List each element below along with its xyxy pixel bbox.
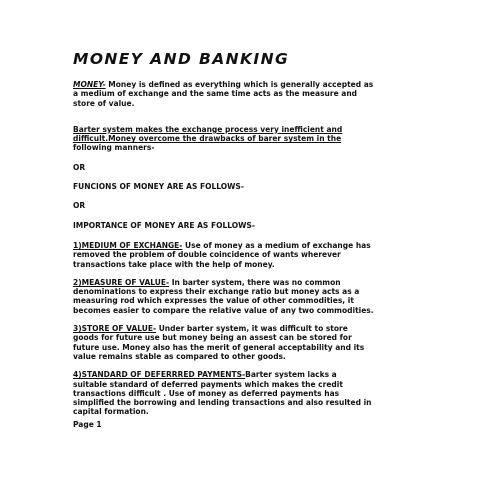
point-1-line-1: 1)MEDIUM OF EXCHANGE- Use of money as a medium of exchange has — [73, 240, 371, 250]
functions-heading: FUNCIONS OF MONEY ARE AS FOLLOWS- — [73, 182, 244, 192]
definition-term: MONEY- — [73, 80, 106, 89]
point-store-of-value — [73, 324, 425, 361]
barter-line-3: following manners- — [73, 143, 155, 153]
point-4-line-1: 4)STANDARD OF DEFERRRED PAYMENTS-Barter system lacks a — [73, 370, 337, 380]
barter-line-2: difficult.Money overcome the drawbacks of barer system in the — [73, 134, 342, 144]
point-3-heading: 3)STORE OF VALUE- — [73, 324, 157, 334]
point-2-line-2: denominations to express their exchange ratio but money acts as a — [73, 287, 360, 297]
point-2-heading: 2)MEASURE OF VALUE- — [73, 277, 170, 287]
or-text-2: OR — [73, 201, 86, 211]
point-1-line-2: removed the problem of double coincidence of wants wherever — [73, 250, 341, 260]
point-4-line-5: capital formation. — [73, 407, 149, 417]
or-text-1: OR — [73, 162, 86, 172]
point-4-line-2: suitable standard of deferred payments which makes the credit — [73, 379, 343, 389]
point-3-line-3: future use. Money also has the merit of general acceptability and its — [73, 342, 365, 352]
point-measure-of-value — [73, 278, 425, 315]
importance-heading: IMPORTANCE OF MONEY ARE AS FOLLOWS- — [73, 220, 255, 230]
document-body — [73, 50, 425, 417]
point-2-line-3: measuring rod which expresses the value of other commodities, it — [73, 296, 354, 306]
barter-line-1: Barter system makes the exchange process very inefficient and — [73, 124, 343, 134]
point-4-line-4: simplified the borrowing and lending transactions and also resulted in — [73, 398, 372, 408]
definition-line-2: a medium of exchange and the same time acts as the measure and — [73, 89, 358, 99]
point-3-line-4: value remains stable as compared to other goods. — [73, 351, 286, 361]
definition-line-3: store of value. — [73, 98, 135, 108]
point-standard-of-deferred-payments — [73, 370, 425, 416]
point-3-line-1: 3)STORE OF VALUE- Under barter system, it was difficult to store — [73, 324, 348, 334]
point-medium-of-exchange — [73, 241, 425, 269]
point-1-line-3: transactions take place with the help of money. — [73, 259, 275, 269]
point-4-line-3: transactions difficult . Use of money as deferred payments has — [73, 388, 340, 398]
point-3-line-2: goods for future use but money being an assest can be stored for — [73, 333, 352, 343]
document-title: MONEY AND BANKING — [73, 50, 290, 68]
definition-line-1: MONEY- Money is defined as everything which is generally accepted as — [73, 80, 374, 89]
point-1-heading: 1)MEDIUM OF EXCHANGE- — [73, 240, 183, 250]
point-4-heading: 4)STANDARD OF DEFERRRED PAYMENTS- — [73, 370, 246, 380]
point-2-line-1: 2)MEASURE OF VALUE- In barter system, there was no common — [73, 277, 341, 287]
definition-paragraph — [73, 80, 425, 108]
point-2-line-4: becomes easier to compare the relative value of any two commodities. — [73, 305, 374, 315]
barter-paragraph — [73, 125, 425, 153]
page-number: Page 1 — [73, 420, 102, 429]
